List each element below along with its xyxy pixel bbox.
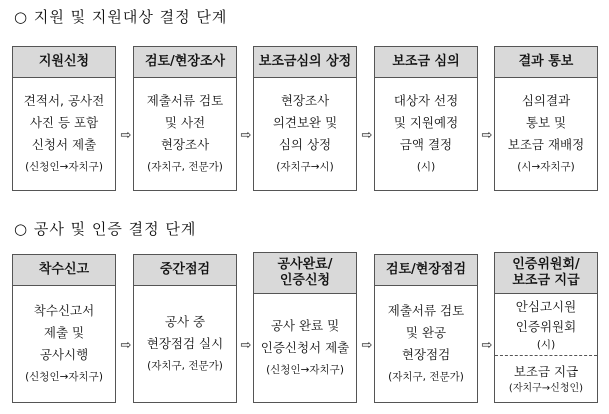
step-line: 신청서 제출 — [31, 137, 97, 152]
step-body — [133, 78, 237, 191]
step-actor: (신청인→자치구) — [266, 364, 344, 376]
step-line: 공사 중 — [164, 314, 206, 329]
step-submit-deliberation — [253, 46, 357, 191]
arrow-right-icon: ⇨ — [240, 338, 252, 353]
step-line: 금액 결정 — [399, 137, 453, 152]
step-line: 심의결과 — [521, 93, 571, 108]
step-header: 착수신고 — [12, 254, 116, 286]
step-line: 대상자 선정 — [393, 93, 459, 108]
step-start-report — [12, 254, 116, 403]
step-line: 의견보완 및 — [272, 115, 338, 130]
arrow-right-icon: ⇨ — [120, 338, 132, 353]
step-line: 통보 및 — [525, 115, 567, 130]
step-review — [133, 46, 237, 191]
step-header-line: 공사완료/ — [277, 257, 333, 272]
step-header — [494, 252, 598, 294]
step-line: 및 사전 — [164, 115, 206, 130]
step-line: 보조금 재배정 — [507, 137, 585, 152]
step-body — [253, 294, 357, 403]
step-apply — [12, 46, 116, 191]
step-line: 인증신청서 제출 — [260, 340, 350, 355]
step-body — [133, 286, 237, 403]
step-notify — [494, 46, 598, 191]
arrow-right-icon: ⇨ — [361, 128, 373, 143]
step-header: 검토/현장점검 — [374, 254, 478, 286]
step-line: 견적서, 공사전 — [23, 93, 105, 108]
step-completion-application — [253, 252, 357, 403]
step-certification-payment — [494, 252, 598, 403]
step-actor: (시→자치구) — [517, 161, 575, 173]
step-actor: (시) — [416, 161, 436, 173]
step-header: 결과 통보 — [494, 46, 598, 78]
step-body — [12, 286, 116, 403]
step-line: 및 지원예정 — [393, 115, 459, 130]
step-actor: (자치구→시) — [276, 161, 334, 173]
step-line: 사진 등 포함 — [29, 115, 99, 130]
step-line: 현장조사 — [280, 93, 330, 108]
step-subsection-payment — [495, 355, 597, 402]
step-line: 제출 및 — [43, 325, 85, 340]
step-header: 보조금심의 상정 — [253, 46, 357, 78]
step-body — [253, 78, 357, 191]
arrow-right-icon: ⇨ — [240, 128, 252, 143]
arrow-right-icon: ⇨ — [361, 338, 373, 353]
step-line: 보조금 지급 — [513, 364, 579, 380]
step-body — [374, 286, 478, 403]
section-title-2: ○ 공사 및 인증 결정 단계 — [14, 220, 197, 238]
step-line: 현장점검 실시 — [146, 336, 224, 351]
step-final-inspection — [374, 254, 478, 403]
step-actor: (신청인→자치구) — [25, 371, 103, 383]
step-subsection-certification — [495, 294, 597, 355]
step-line: 심의 상정 — [278, 137, 332, 152]
step-header: 보조금 심의 — [374, 46, 478, 78]
step-line: 현장조사 — [160, 137, 210, 152]
step-actor: (자치구, 전문가) — [388, 371, 464, 383]
step-body — [494, 294, 598, 403]
step-line: 착수신고서 — [33, 303, 95, 318]
section-title-1: ○ 지원 및 지원대상 결정 단계 — [14, 8, 228, 26]
step-line: 및 완공 — [405, 325, 447, 340]
step-body — [12, 78, 116, 191]
arrow-right-icon: ⇨ — [481, 128, 493, 143]
step-actor: (신청인→자치구) — [25, 161, 103, 173]
step-header-line: 인증위원회/ — [512, 257, 580, 272]
step-actor: (자치구→신청인) — [508, 383, 584, 395]
step-actor: (자치구, 전문가) — [147, 161, 223, 173]
flow-section-2 — [12, 252, 597, 407]
step-line: 현장점검 — [401, 347, 451, 362]
step-actor: (자치구, 전문가) — [147, 360, 223, 372]
step-line: 공사시행 — [39, 347, 89, 362]
step-line: 공사 완료 및 — [270, 318, 340, 333]
step-line: 안심고시원 — [515, 298, 577, 314]
arrow-right-icon: ⇨ — [481, 338, 493, 353]
step-interim-inspection — [133, 254, 237, 403]
step-deliberation — [374, 46, 478, 191]
step-body — [494, 78, 598, 191]
step-header-line: 보조금 지급 — [512, 273, 580, 288]
step-line: 제출서류 검토 — [146, 93, 224, 108]
step-header: 지원신청 — [12, 46, 116, 78]
step-header-line: 인증신청 — [279, 273, 331, 288]
step-line: 제출서류 검토 — [387, 303, 465, 318]
step-header — [253, 252, 357, 294]
step-header: 검토/현장조사 — [133, 46, 237, 78]
step-body — [374, 78, 478, 191]
step-header: 중간점검 — [133, 254, 237, 286]
flow-section-1 — [12, 46, 597, 191]
step-line: 인증위원회 — [515, 318, 577, 334]
arrow-right-icon: ⇨ — [120, 128, 132, 143]
step-actor: (시) — [536, 338, 556, 351]
